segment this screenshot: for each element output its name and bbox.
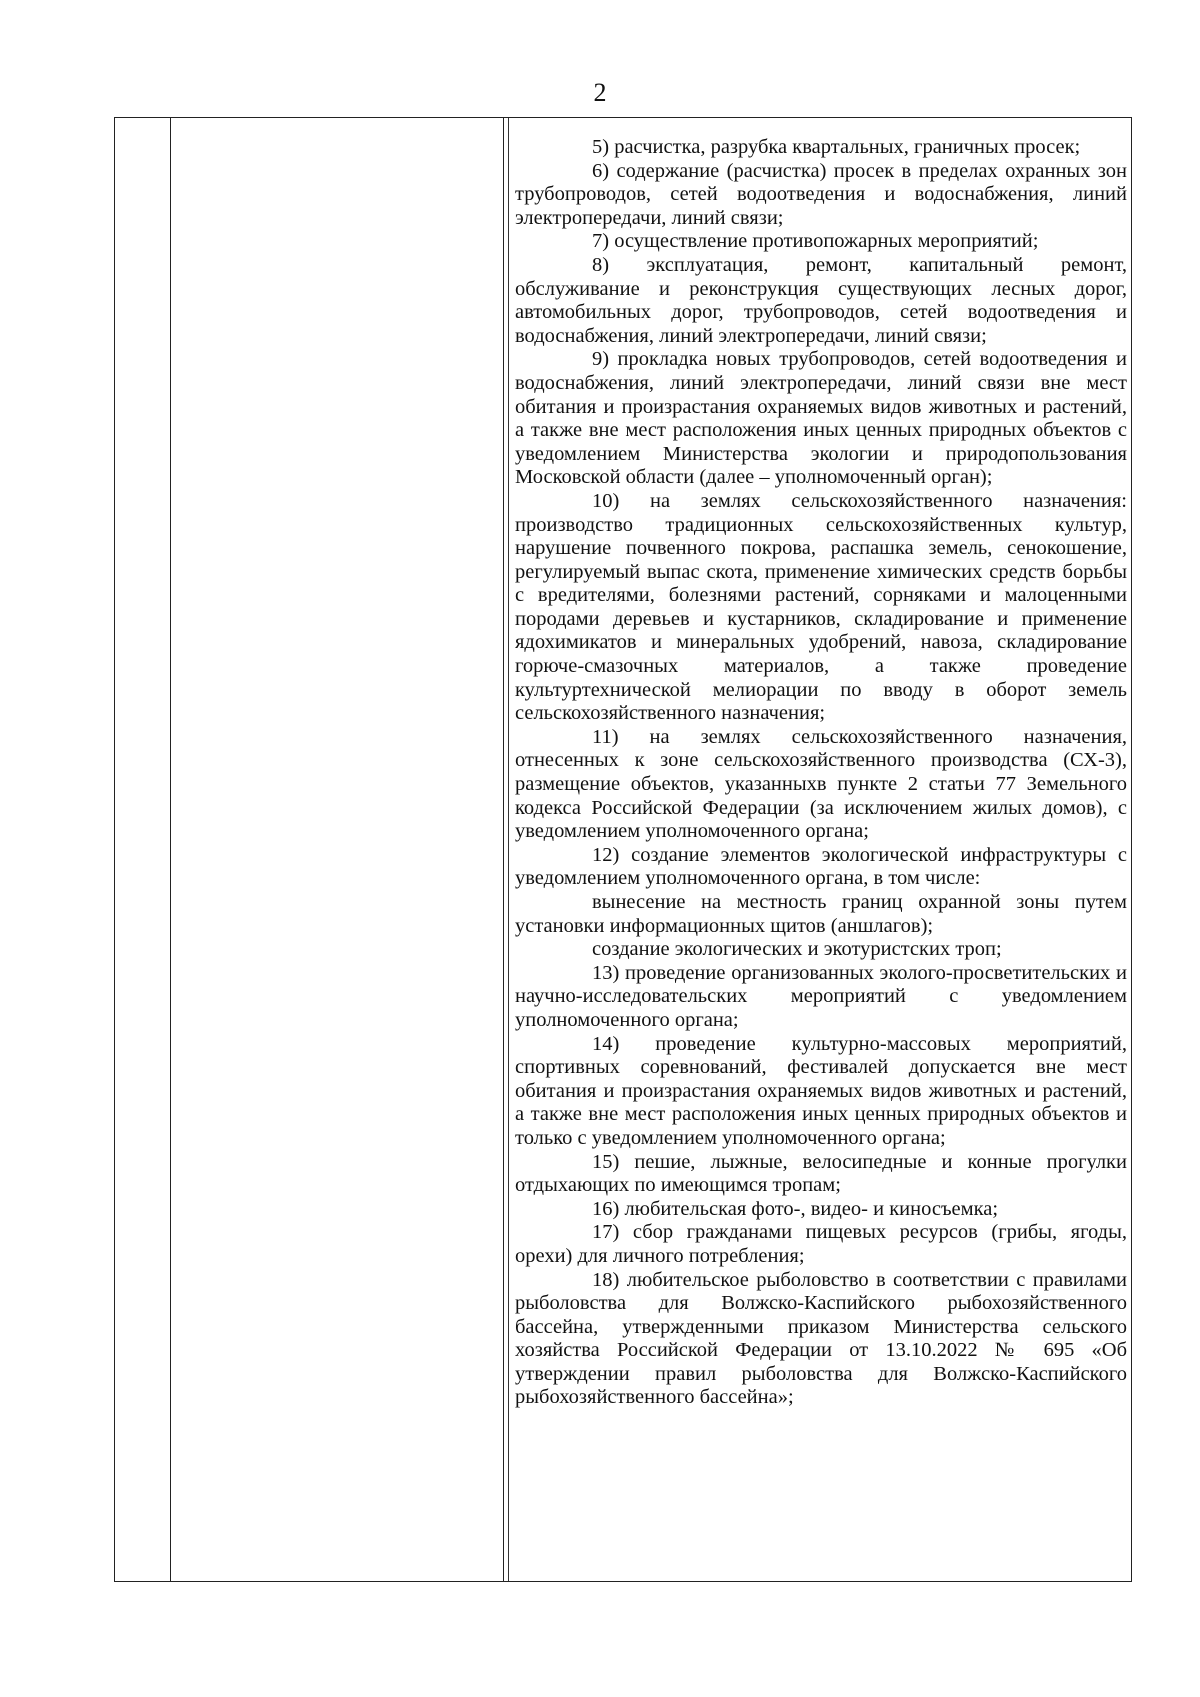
list-item: 14) проведение культурно-массовых мероприятий, спортивных соревнований, фестивалей допускается вне мест обитания и произрастания охраняемых видов животных и растений, а также вне мест расположения иных ценных природных объектов и только с уведомлением уполномоченного органа;	[515, 1032, 1127, 1149]
list-item: 9) прокладка новых трубопроводов, сетей водоотведения и водоснабжения, линий электропередачи, линий связи вне мест обитания и произрастания охраняемых видов животных и растений, а также вне мест расположения иных ценных природных объектов с уведомлением Министерства экологии и природопользования Московской области (далее – уполномоченный орган);	[515, 348, 1127, 489]
list-item: 16) любительская фото-, видео- и киносъемка;	[592, 1197, 999, 1220]
list-item: 10) на землях сельскохозяйственного назначения: производство традиционных сельскохозяйственных культур, нарушение почвенного покрова, распашка земель, сенокошение, регулируемый выпас скота, применение химических средств борьбы с вредителями, болезнями растений, сорняками и малоценными породами деревьев и кустарников, складирование и применение ядохимикатов и минеральных удобрений, навоза, складирование горюче-смазочных материалов, а также проведение культуртехнической мелиорации по вводу в оборот земель сельскохозяйственного назначения;	[515, 489, 1127, 725]
list-item: 8) эксплуатация, ремонт, капитальный ремонт, обслуживание и реконструкция существующих лесных дорог, автомобильных дорог, трубопроводов, сетей водоотведения и водоснабжения, линий электропередачи, линий связи;	[515, 253, 1127, 347]
list-item: вынесение на местность границ охранной зоны путем установки информационных щитов (аншлагов);	[515, 891, 1127, 937]
list-item: 5) расчистка, разрубка квартальных, граничных просек;	[592, 136, 1081, 158]
column-divider	[508, 118, 509, 1581]
page-number: 2	[593, 78, 607, 107]
list-item: 7) осуществление противопожарных мероприятий;	[592, 230, 1039, 253]
list-item: 18) любительское рыболовство в соответствии с правилами рыболовства для Волжско-Каспийского рыбохозяйственного бассейна, утвержденными приказом Министерства сельского хозяйства Российской Федерации от 13.10.2022 № 695 «Об утверждении правил рыболовства для Волжско-Каспийского рыбохозяйственного бассейна»;	[515, 1268, 1127, 1409]
list-item: 12) создание элементов экологической инфраструктуры с уведомлением уполномоченного органа, в том числе:	[515, 843, 1127, 890]
permitted-activities-cell	[515, 136, 1127, 1410]
list-item: 17) сбор гражданами пищевых ресурсов (грибы, ягоды, орехи) для личного потребления;	[515, 1221, 1127, 1267]
regulation-table	[114, 117, 1132, 1582]
column-divider	[170, 118, 171, 1581]
column-divider	[503, 118, 504, 1581]
list-item: 13) проведение организованных эколого-просветительских и научно-исследовательских мероприятий с уведомлением уполномоченного органа;	[515, 961, 1127, 1031]
list-item: создание экологических и экотуристских троп;	[592, 938, 1002, 961]
list-item: 15) пешие, лыжные, велосипедные и конные прогулки отдыхающих по имеющимся тропам;	[515, 1150, 1127, 1197]
list-item: 11) на землях сельскохозяйственного назначения, отнесенных к зоне сельскохозяйственного производства (СХ-3), размещение объектов, указанныхв пункте 2 статьи 77 Земельного кодекса Российской Федерации (за исключением жилых домов), с уведомлением уполномоченного органа;	[515, 725, 1127, 843]
list-item: 6) содержание (расчистка) просек в пределах охранных зон трубопроводов, сетей водоотведения и водоснабжения, линий электропередачи, линий связи;	[515, 159, 1127, 229]
